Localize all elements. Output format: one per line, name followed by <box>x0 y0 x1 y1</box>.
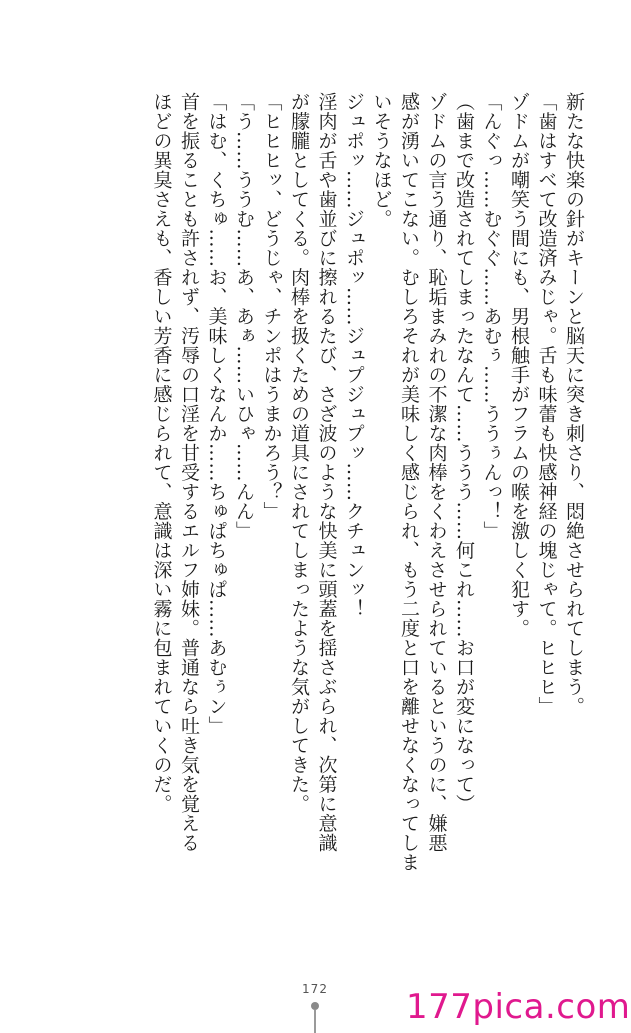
text-line: が朦朧としてくる。肉棒を扱くための道具にされてしまったような気がしてきた。 <box>288 92 310 814</box>
text-line: 首を振ることも許されず、汚辱の口淫を甘受するエルフ姉妹。普通なら吐き気を覚える <box>178 92 200 853</box>
text-line: ゾドムが嘲笑う間にも、男根触手がフラムの喉を激しく犯す。 <box>508 92 530 638</box>
text-line: ジュポッ……ジュポッ……ジュプジュプッ……クチュンッ！ <box>343 92 365 619</box>
text-line: いそうなほど。 <box>370 92 393 229</box>
text-line: 「う……ううむ……あ、あぁ……いひゃ……んん」 <box>233 92 255 541</box>
text-line: （歯まで改造されてしまったなんて……ううう……何これ……お口が変になって） <box>453 92 475 814</box>
text-line: 新たな快楽の針がキーンと脳天に突き刺さり、悶絶させられてしまう。 <box>563 92 585 716</box>
page-number: 172 <box>302 982 328 996</box>
text-line: 「んぐっ……むぐぐ……あむぅ……ううぅんっ！」 <box>480 92 503 541</box>
text-line: ゾドムの言う通り、恥垢まみれの不潔な肉棒をくわえさせられているというのに、嫌悪 <box>425 92 448 853</box>
text-line: ほどの異臭さえも、香しい芳香に感じられて、意識は深い霧に包まれていくのだ。 <box>150 92 173 814</box>
page-marker-rule <box>314 1010 316 1033</box>
site-watermark: 177pica.com <box>406 987 631 1027</box>
text-line: 「歯はすべて改造済みじゃ。舌も味蕾も快感神経の塊じゃて。ヒヒヒ」 <box>535 92 558 716</box>
text-line: 感が湧いてこない。むしろそれが美味しく感じられ、もう二度と口を離せなくなってしま <box>398 92 420 872</box>
text-line: 「はむ、くちゅ……お、美味しくなんか……ちゅぱちゅぱ……あむぅン」 <box>205 92 228 736</box>
novel-text-body <box>147 92 587 942</box>
text-line: 「ヒヒヒッ、どうじゃ、チンポはうまかろう？」 <box>260 92 283 521</box>
text-line: 淫肉が舌や歯並びに擦れるたび、さざ波のような快美に頭蓋を揺さぶられ、次第に意識 <box>315 92 338 853</box>
page-marker-dot <box>311 1002 319 1010</box>
